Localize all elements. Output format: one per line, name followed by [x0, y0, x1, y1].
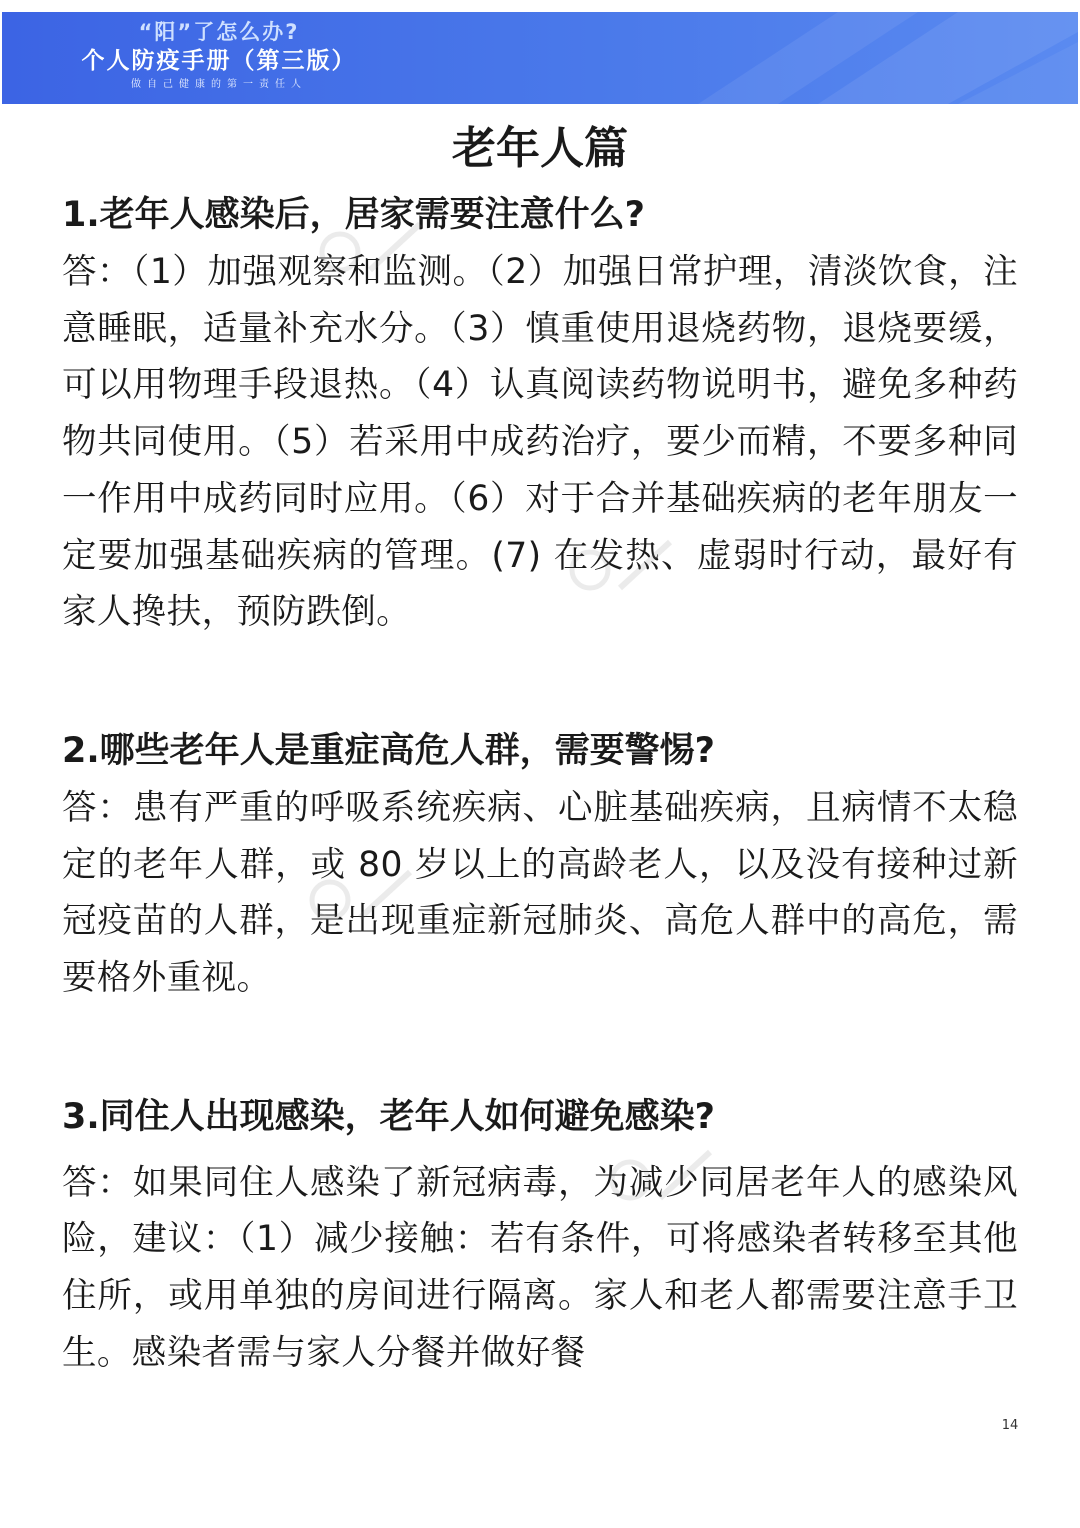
qa-section-3 [62, 1088, 1018, 1382]
qa-section-2 [62, 722, 1018, 1007]
question-heading: 2.哪些老年人是重症高危人群，需要警惕? [62, 730, 715, 771]
banner-text-block [74, 18, 364, 94]
answer-paragraph: 答：如果同住人感染了新冠病毒，为减少同居老年人的感染风险，建议：（1）减少接触：若有条件，可将感染者转移至其他住所，或用单独的房间进行隔离。家人和老人都需要注意手卫生。感染者需与家人分餐并做好餐 [62, 1162, 1018, 1373]
banner-decoration [658, 12, 1078, 104]
header-banner [2, 12, 1078, 104]
qa-section-1 [62, 186, 1018, 641]
banner-slogan: 做自己健康的第一责任人 [131, 79, 307, 90]
question-heading: 1.老年人感染后，居家需要注意什么? [62, 195, 645, 235]
banner-subtitle: “阳”了怎么办? [138, 20, 300, 44]
document-body [62, 186, 1018, 1382]
question-heading: 3.同住人出现感染，老年人如何避免感染? [62, 1096, 715, 1137]
page-title: 老年人篇 [452, 123, 628, 174]
answer-paragraph: 答：患有严重的呼吸系统疾病、心脏基础疾病，且病情不太稳定的老年人群，或 80 岁以上的高龄老人，以及没有接种过新冠疫苗的人群，是出现重症新冠肺炎、高危人群中的高危，需要格外重视。 [62, 787, 1018, 999]
page-number: 14 [1001, 1418, 1019, 1433]
answer-paragraph: 答：（1）加强观察和监测。（2）加强日常护理，清淡饮食，注意睡眠，适量补充水分。（3）慎重使用退烧药物，退烧要缓，可以用物理手段退热。（4）认真阅读药物说明书，避免多种药物共同使用。（5）若采用中成药治疗，要少而精，不要多种同一作用中成药同时应用。（6）对于合并基础疾病的老年朋友一定要加强基础疾病的管理。(7) 在发热、虚弱时行动，最好有家人搀扶，预防跌倒。 [62, 252, 1018, 633]
banner-title: 个人防疫手册（第三版） [81, 48, 357, 74]
